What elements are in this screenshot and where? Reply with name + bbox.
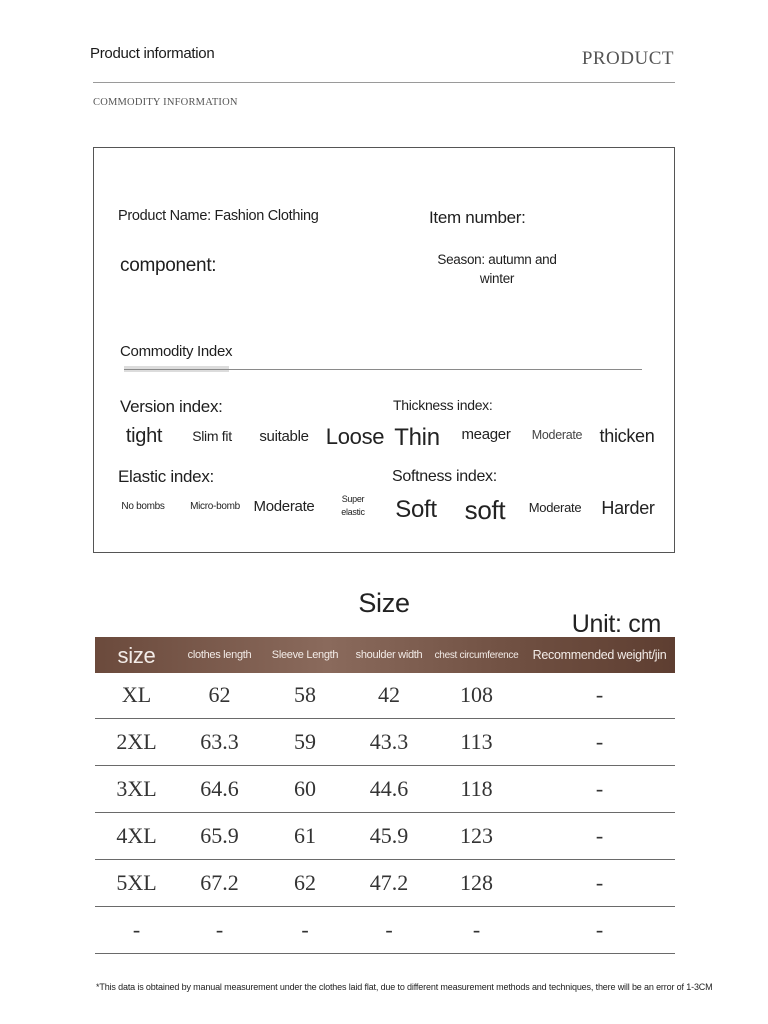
- size-cell: 3XL: [95, 765, 178, 812]
- table-cell: 58: [261, 673, 349, 718]
- softness-option: Moderate: [528, 500, 582, 515]
- table-cell: -: [524, 859, 675, 906]
- table-row: [95, 859, 675, 906]
- table-cell: 67.2: [178, 859, 261, 906]
- product-name: Product Name: Fashion Clothing: [118, 208, 319, 224]
- commodity-index-divider: [124, 369, 642, 370]
- item-number: Item number:: [429, 208, 526, 227]
- table-cell: 61: [261, 812, 349, 859]
- size-cell: XL: [95, 673, 178, 718]
- version-option: tight: [125, 425, 163, 447]
- commodity-info-box: [93, 147, 675, 553]
- softness-option: Harder: [601, 498, 655, 518]
- table-cell: 43.3: [349, 718, 429, 765]
- table-cell: -: [524, 718, 675, 765]
- elastic-option: Super elastic: [341, 494, 365, 517]
- size-table-header: [95, 637, 675, 673]
- table-cell: 62: [178, 673, 261, 718]
- size-chart-title: Size: [358, 588, 410, 618]
- version-option: suitable: [259, 428, 309, 445]
- table-row: [95, 812, 675, 859]
- table-cell: -: [178, 906, 261, 953]
- table-cell: 47.2: [349, 859, 429, 906]
- softness-index-label: Softness index:: [392, 468, 497, 485]
- thickness-option: Thin: [394, 424, 440, 451]
- size-cell: 2XL: [95, 718, 178, 765]
- page-title: Product information: [90, 45, 215, 62]
- thickness-option: Moderate: [531, 428, 583, 442]
- elastic-option: Micro-bomb: [190, 501, 240, 512]
- unit-label: Unit: cm: [571, 610, 661, 638]
- header-chest-circumference: chest circumference: [434, 649, 519, 661]
- table-cell: 113: [429, 718, 524, 765]
- header-divider: [93, 82, 675, 83]
- table-cell: 64.6: [178, 765, 261, 812]
- table-cell: -: [524, 906, 675, 953]
- size-cell: 4XL: [95, 812, 178, 859]
- season-label: Season: autumn and winter: [437, 252, 557, 286]
- table-cell: 63.3: [178, 718, 261, 765]
- table-cell: 118: [429, 765, 524, 812]
- table-row: [95, 673, 675, 718]
- header-shoulder-width: shoulder width: [355, 648, 423, 661]
- header-sleeve-length: Sleeve Length: [271, 648, 339, 661]
- header-clothes-length: clothes length: [187, 648, 252, 661]
- table-cell: 59: [261, 718, 349, 765]
- version-option: Slim fit: [192, 428, 232, 444]
- table-row: [95, 906, 675, 953]
- header-recommended-weight: Recommended weight/jin: [532, 647, 667, 662]
- table-cell: 65.9: [178, 812, 261, 859]
- table-cell: 60: [261, 765, 349, 812]
- section-label: PRODUCT: [581, 48, 674, 69]
- size-cell: 5XL: [95, 859, 178, 906]
- component-label: component:: [120, 255, 217, 276]
- commodity-index-title: Commodity Index: [120, 343, 233, 360]
- table-cell: 44.6: [349, 765, 429, 812]
- table-cell: -: [349, 906, 429, 953]
- table-row: [95, 718, 675, 765]
- table-cell: 108: [429, 673, 524, 718]
- thickness-option: meager: [461, 426, 511, 443]
- thickness-option: thicken: [599, 426, 655, 446]
- table-row: [95, 765, 675, 812]
- table-cell: 62: [261, 859, 349, 906]
- table-cell: -: [261, 906, 349, 953]
- version-index-label: Version index:: [120, 397, 223, 416]
- table-cell: -: [524, 812, 675, 859]
- table-cell: -: [524, 765, 675, 812]
- elastic-option: No bombs: [121, 501, 165, 512]
- softness-option: soft: [464, 495, 506, 525]
- table-cell: -: [429, 906, 524, 953]
- version-option: Loose: [325, 424, 385, 449]
- table-cell: 42: [349, 673, 429, 718]
- section-subtitle: COMMODITY INFORMATION: [93, 97, 238, 108]
- measurement-footnote: *This data is obtained by manual measurement under the clothes laid flat, due to different measurement methods and techniques, there will be an error of 1-3CM: [96, 982, 713, 992]
- thickness-index-label: Thickness index:: [393, 397, 493, 413]
- table-cell: -: [524, 673, 675, 718]
- softness-option: Soft: [395, 496, 437, 523]
- elastic-index-label: Elastic index:: [118, 467, 214, 486]
- table-cell: 128: [429, 859, 524, 906]
- table-cell: 123: [429, 812, 524, 859]
- elastic-option: Moderate: [253, 498, 315, 515]
- table-cell: 45.9: [349, 812, 429, 859]
- size-table: [95, 637, 675, 954]
- size-cell: -: [95, 906, 178, 953]
- header-size: size: [117, 642, 156, 668]
